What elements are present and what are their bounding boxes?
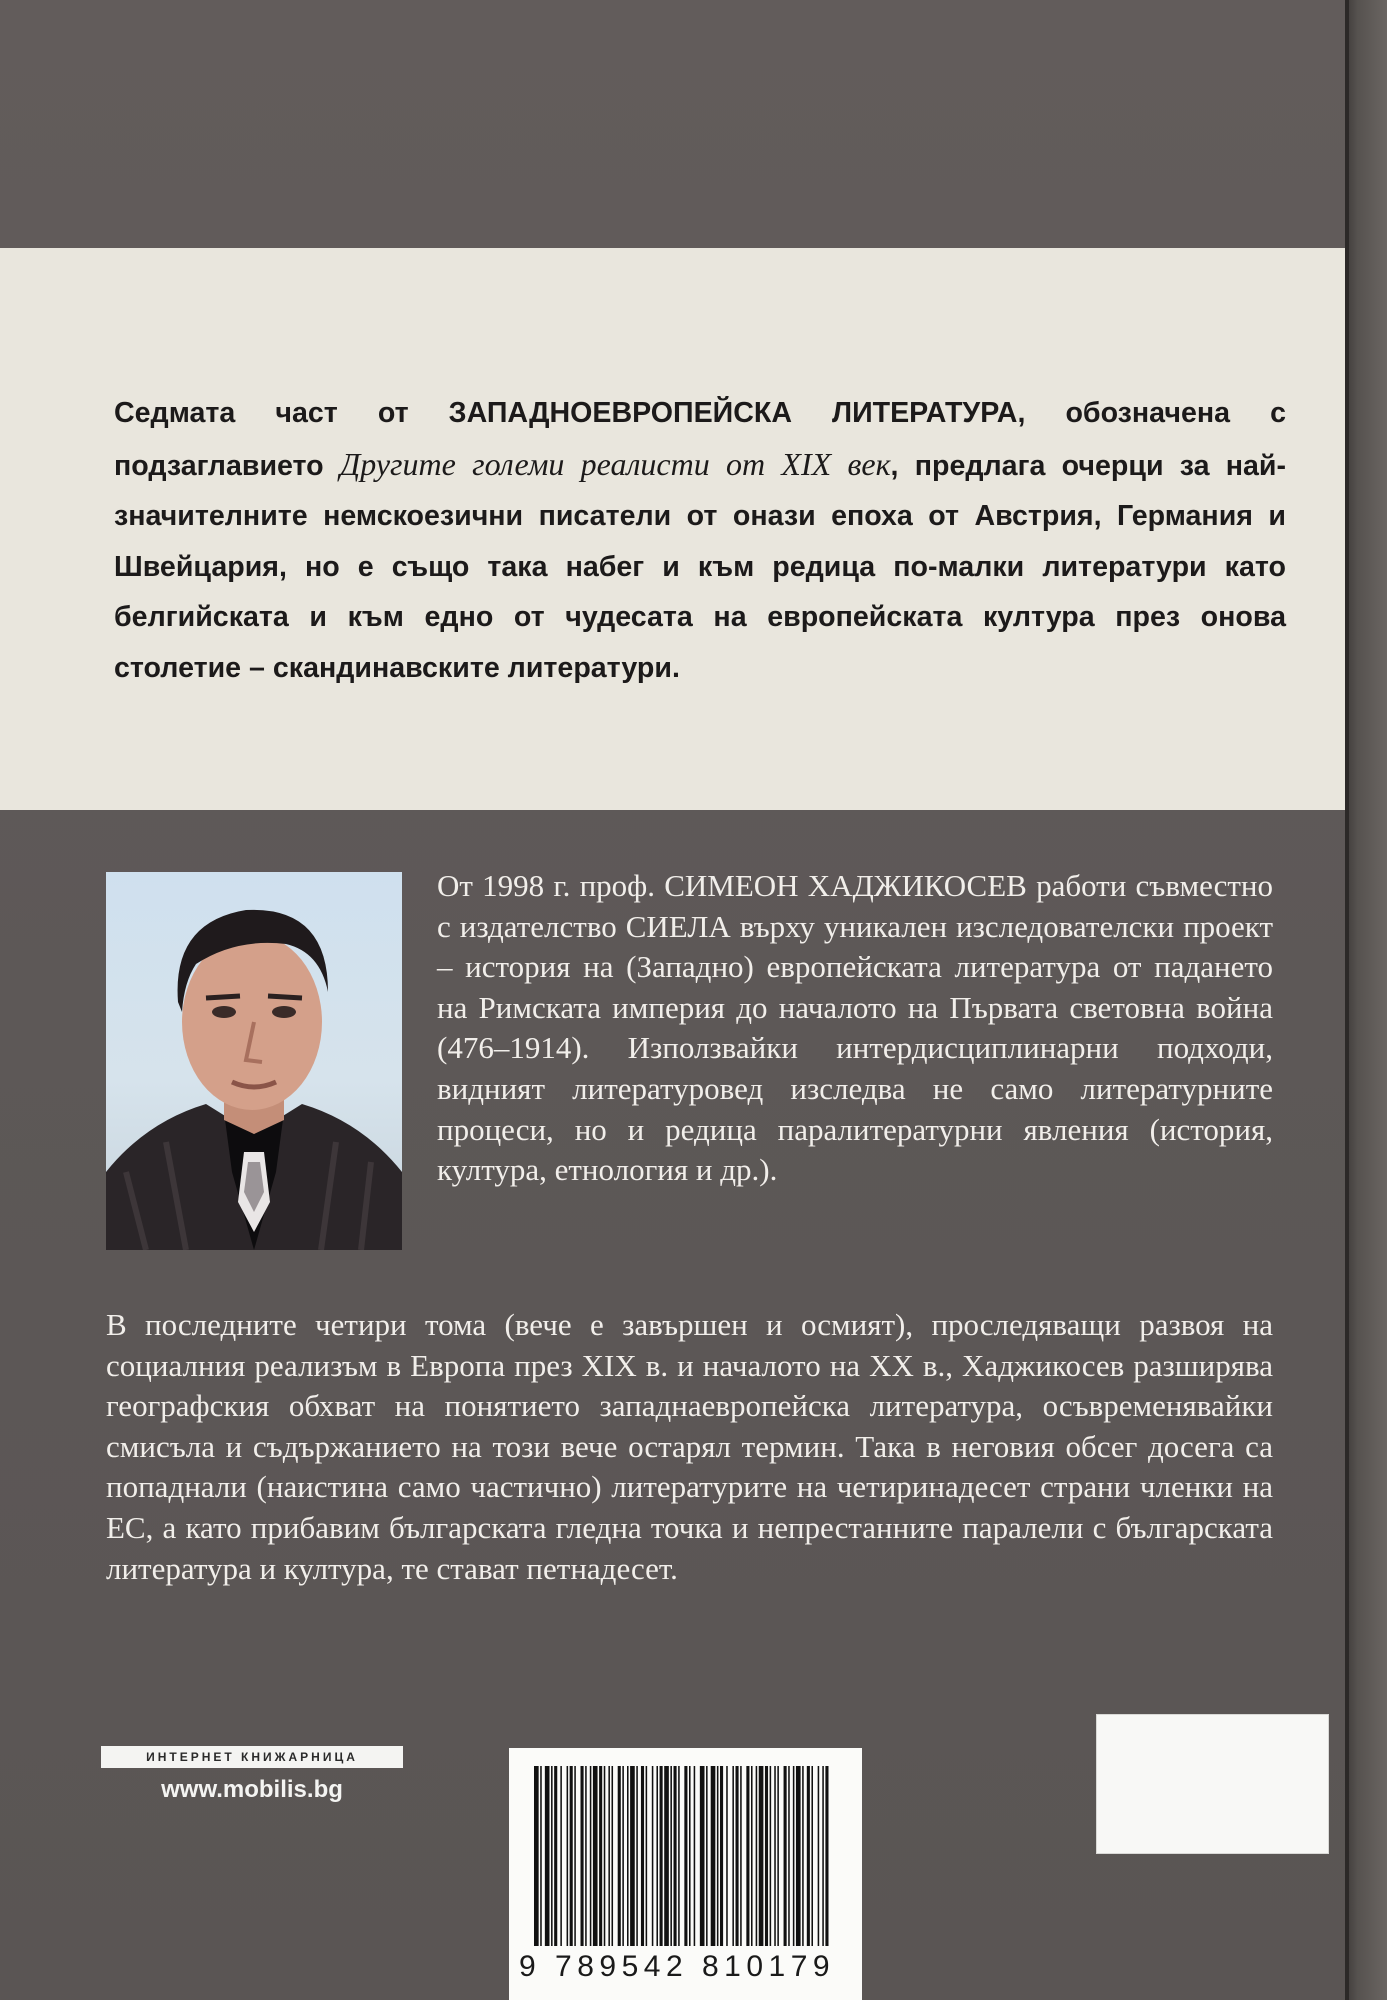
bookshop-banner: ИНТЕРНЕТ КНИЖАРНИЦА xyxy=(101,1746,403,1768)
barcode-bar xyxy=(711,1766,716,1946)
barcode-bar xyxy=(796,1766,801,1946)
barcode-bar xyxy=(784,1766,787,1946)
barcode-bar xyxy=(774,1766,776,1946)
barcode-bar xyxy=(811,1766,813,1946)
author-biography: От 1998 г. проф. СИМЕОН ХАДЖИКОСЕВ работи съвместно с издателство СИЕЛА върху уникален изследователски проект – история на (Западно) европейската литература от падането на Римската империя до началото на Първата световна война (476–1914). Използвайки интердисциплинарни подходи, видният литературовед изследва не само литературните процеси, но и редица паралитературни явления (история, култура, етнология и др.). xyxy=(437,868,1273,1188)
barcode-bar xyxy=(574,1766,576,1946)
barcode-bar xyxy=(585,1766,587,1946)
barcode-bar xyxy=(593,1766,598,1946)
description-body: , предлага очерци за най-значителните немскоезични писатели от онази епоха от Австрия, Германия и Швейцария, но е също така набег и към редица по-малки литератури като белгийската и към едно от чудесата на европейската култура през онова столетие – скандинавските литератури. xyxy=(114,449,1287,684)
series-paragraph: В последните четири тома (вече е завършен и осмият), проследяващи развоя на социалния реализъм в Европа през XIX в. и началото на XX в., Хаджикосев разширява географския обхват на понятието западнаевропейска литература, осъвременявайки смисъла и съдържанието на този вече остарял термин. Така в неговия обсег досега са попаднали (наистина само частично) литературите на четиринадесет страни членки на ЕС, а като прибавим българската гледна точка и непрестанните паралели с българската литература и култура, те стават петнадесет. xyxy=(106,1307,1273,1586)
book-spine-edge xyxy=(1345,0,1387,2000)
barcode-bar xyxy=(777,1766,779,1946)
barcode-bar xyxy=(706,1766,708,1946)
barcode-bar xyxy=(599,1766,602,1946)
barcode-bar xyxy=(540,1766,542,1946)
barcode-bar xyxy=(807,1766,810,1946)
barcode-bar xyxy=(746,1766,749,1946)
description-intro: Седмата част от xyxy=(114,397,449,429)
price-sticker xyxy=(1096,1714,1329,1854)
barcode-bar xyxy=(732,1766,734,1946)
barcode-bar xyxy=(818,1766,820,1946)
barcode-bar xyxy=(736,1766,739,1946)
barcode-bar xyxy=(636,1766,638,1946)
barcode-bar xyxy=(765,1766,768,1946)
barcode-bar xyxy=(630,1766,635,1946)
barcode-bar xyxy=(545,1766,550,1946)
barcode-icon xyxy=(534,1766,834,1946)
barcode-bar xyxy=(793,1766,795,1946)
description-connector: , обозначена с подзаглавието xyxy=(114,397,1286,482)
barcode-bar xyxy=(822,1766,824,1946)
barcode-bar xyxy=(788,1766,790,1946)
barcode-bar xyxy=(551,1766,553,1946)
barcode-bar xyxy=(726,1766,728,1946)
barcode-bar xyxy=(554,1766,557,1946)
barcode-bar xyxy=(618,1766,621,1946)
barcode-bar xyxy=(684,1766,687,1946)
barcode-bar xyxy=(664,1766,669,1946)
barcode-bar xyxy=(678,1766,680,1946)
barcode-bar xyxy=(770,1766,772,1946)
series-title: ЗАПАДНОЕВРОПЕЙСКА ЛИТЕРАТУРА xyxy=(448,397,1018,429)
barcode-bar xyxy=(590,1766,592,1946)
barcode-bar xyxy=(689,1766,691,1946)
barcode-bar xyxy=(660,1766,663,1946)
barcode-bar xyxy=(656,1766,658,1946)
barcode-bar xyxy=(802,1766,804,1946)
barcode-bar xyxy=(641,1766,644,1946)
barcode-bar xyxy=(740,1766,742,1946)
barcode-bar xyxy=(825,1766,828,1946)
barcode-bar xyxy=(694,1766,696,1946)
barcode-bar xyxy=(622,1766,624,1946)
barcode-bar xyxy=(646,1766,648,1946)
barcode-bar xyxy=(581,1766,584,1946)
barcode-bar xyxy=(627,1766,629,1946)
bookshop-url[interactable]: www.mobilis.bg xyxy=(161,1776,343,1803)
author-photo xyxy=(106,872,402,1250)
barcode-bar xyxy=(720,1766,723,1946)
isbn-digits: 9 789542 810179 xyxy=(519,1950,836,1983)
barcode-bar xyxy=(759,1766,764,1946)
barcode-bar xyxy=(756,1766,758,1946)
barcode-bar xyxy=(534,1766,539,1946)
barcode-bar xyxy=(567,1766,569,1946)
barcode-bar xyxy=(670,1766,672,1946)
barcode-bar xyxy=(560,1766,562,1946)
barcode-bar xyxy=(608,1766,610,1946)
barcode-bar xyxy=(751,1766,753,1946)
barcode-bar xyxy=(570,1766,573,1946)
barcode-bar xyxy=(674,1766,677,1946)
barcode-bar xyxy=(700,1766,705,1946)
barcode-bar xyxy=(652,1766,654,1946)
barcode-bar xyxy=(604,1766,606,1946)
isbn-barcode-label xyxy=(509,1748,862,2000)
barcode-bar xyxy=(612,1766,614,1946)
barcode-bar xyxy=(717,1766,719,1946)
book-description xyxy=(114,388,1286,694)
volume-subtitle: Другите големи реалисти от XIX век xyxy=(339,445,891,482)
